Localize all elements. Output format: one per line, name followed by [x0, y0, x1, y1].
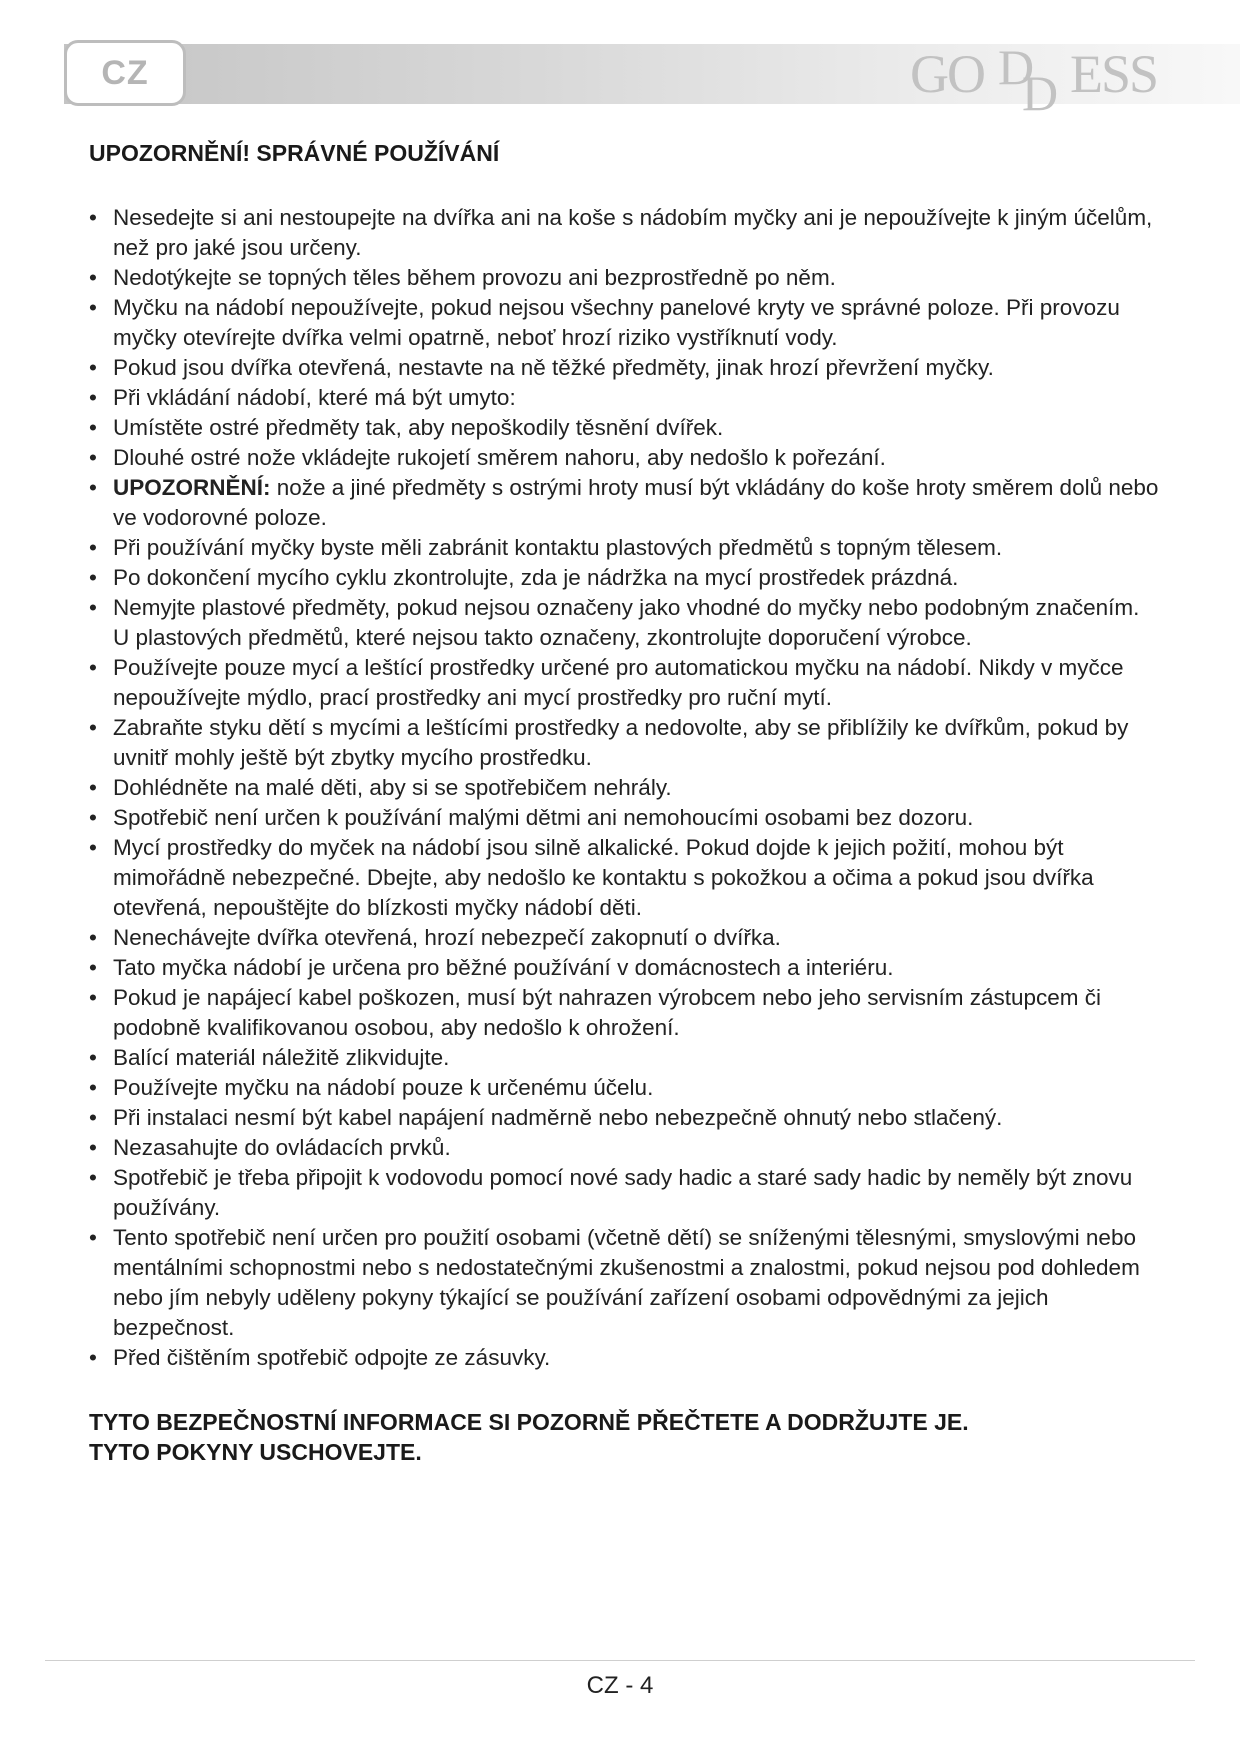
list-item-text: Myčku na nádobí nepoužívejte, pokud nejsou všechny panelové kryty ve správné poloze. Při provozu myčky otevírejte dvířka velmi opatrně, neboť hrozí riziko vystříknutí vody.: [113, 295, 1120, 350]
list-item: [89, 353, 1159, 383]
bullet-icon: •: [89, 355, 97, 380]
list-item: [89, 953, 1159, 983]
closing-line: TYTO BEZPEČNOSTNÍ INFORMACE SI POZORNĚ PŘEČTETE A DODRŽUJTE JE.: [89, 1409, 969, 1435]
list-item: [89, 263, 1159, 293]
svg-text:ESS: ESS: [1070, 44, 1158, 104]
bullet-icon: •: [89, 205, 97, 230]
list-item: [89, 473, 1159, 533]
list-item: [89, 653, 1159, 713]
warning-label: UPOZORNĚNÍ:: [113, 475, 271, 500]
bullet-icon: •: [89, 715, 97, 740]
page-number: CZ - 4: [586, 1672, 654, 1699]
bullet-icon: •: [89, 1105, 97, 1130]
list-item-text: Nenechávejte dvířka otevřená, hrozí nebezpečí zakopnutí o dvířka.: [113, 925, 781, 950]
list-item: [89, 533, 1159, 563]
bullet-icon: •: [89, 835, 97, 860]
bullet-icon: •: [89, 1045, 97, 1070]
bullet-icon: •: [89, 1135, 97, 1160]
list-item-text: Nesedejte si ani nestoupejte na dvířka ani na koše s nádobím myčky ani je nepoužívejte k jiným účelům, než pro jaké jsou určeny.: [113, 205, 1153, 260]
bullet-icon: •: [89, 1075, 97, 1100]
bullet-icon: •: [89, 1165, 97, 1190]
list-item-text: Před čištěním spotřebič odpojte ze zásuvky.: [113, 1345, 551, 1370]
bullet-icon: •: [89, 595, 97, 620]
list-item-text: Po dokončení mycího cyklu zkontrolujte, zda je nádržka na mycí prostředek prázdná.: [113, 565, 959, 590]
list-item-text: Pokud jsou dvířka otevřená, nestavte na ně těžké předměty, jinak hrozí převržení myčky.: [113, 355, 994, 380]
list-item: [89, 563, 1159, 593]
bullet-icon: •: [89, 655, 97, 680]
bullet-icon: •: [89, 445, 97, 470]
list-item: [89, 413, 1159, 443]
list-item-text: Spotřebič není určen k používání malými dětmi ani nemohoucími osobami bez dozoru.: [113, 805, 974, 830]
bullet-icon: •: [89, 475, 97, 500]
list-item: [89, 443, 1159, 473]
list-item-text: Nezasahujte do ovládacích prvků.: [113, 1135, 451, 1160]
bullet-icon: •: [89, 775, 97, 800]
page-title: UPOZORNĚNÍ! SPRÁVNÉ POUŽÍVÁNÍ: [89, 140, 500, 166]
list-item: [89, 803, 1159, 833]
bullet-icon: •: [89, 805, 97, 830]
list-item: [89, 713, 1159, 773]
list-item: [89, 1073, 1159, 1103]
list-item-text: Při používání myčky byste měli zabránit kontaktu plastových předmětů s topným tělesem.: [113, 535, 1003, 560]
list-item: [89, 1223, 1159, 1343]
bullet-icon: •: [89, 955, 97, 980]
list-item-text: Tento spotřebič není určen pro použití osobami (včetně dětí) se sníženými tělesnými, smyslovými nebo mentálními schopnostmi nebo s nedostatečnými zkušenostmi a znalostmi, pokud nejsou pod dohledem nebo jím nebyly uděleny pokyny týkající se používání zařízení osobami odpovědnými za jejich bezpečnost.: [113, 1225, 1140, 1340]
list-item-text: Nemyjte plastové předměty, pokud nejsou označeny jako vhodné do myčky nebo podobným značením. U plastových předmětů, které nejsou takto označeny, zkontrolujte doporučení výrobce.: [113, 595, 1140, 650]
list-item-text: Dohlédněte na malé děti, aby si se spotřebičem nehrály.: [113, 775, 672, 800]
list-item-text: Nedotýkejte se topných těles během provozu ani bezprostředně po něm.: [113, 265, 836, 290]
closing-notice: [89, 1407, 1159, 1467]
list-item: [89, 383, 1159, 413]
bullet-icon: •: [89, 1345, 97, 1370]
list-item-text: Používejte pouze mycí a leštící prostředky určené pro automatickou myčku na nádobí. Nikdy v myčce nepoužívejte mýdlo, prací prostředky ani mycí prostředky pro ruční mytí.: [113, 655, 1124, 710]
brand-logo: [910, 40, 1210, 112]
footer-divider: [45, 1660, 1195, 1661]
bullet-icon: •: [89, 535, 97, 560]
bullet-icon: •: [89, 985, 97, 1010]
svg-text:D: D: [1022, 65, 1059, 112]
list-item: [89, 983, 1159, 1043]
closing-line: TYTO POKYNY USCHOVEJTE.: [89, 1439, 422, 1465]
list-item: [89, 1163, 1159, 1223]
list-item-text: Zabraňte styku dětí s mycími a leštícími prostředky a nedovolte, aby se přiblížily ke dvířkům, pokud by uvnitř mohly ještě být zbytky mycího prostředku.: [113, 715, 1129, 770]
list-item: [89, 203, 1159, 263]
bullet-icon: •: [89, 295, 97, 320]
list-item-text: Spotřebič je třeba připojit k vodovodu pomocí nové sady hadic a staré sady hadic by neměly být znovu používány.: [113, 1165, 1133, 1220]
list-item: [89, 773, 1159, 803]
list-item-text: Dlouhé ostré nože vkládejte rukojetí směrem nahoru, aby nedošlo k pořezání.: [113, 445, 886, 470]
bullet-icon: •: [89, 925, 97, 950]
list-item: [89, 1103, 1159, 1133]
bullet-icon: •: [89, 1225, 97, 1250]
list-item: [89, 923, 1159, 953]
list-item-text: Mycí prostředky do myček na nádobí jsou silně alkalické. Pokud dojde k jejich požití, mohou být mimořádně nebezpečné. Dbejte, aby nedošlo ke kontaktu s pokožkou a očima a pokud jsou dvířka otevřená, nepouštějte do blízkosti myčky nádobí děti.: [113, 835, 1094, 920]
list-item: [89, 593, 1159, 653]
bullet-icon: •: [89, 385, 97, 410]
bullet-icon: •: [89, 565, 97, 590]
list-item: [89, 1343, 1159, 1373]
list-item-text: Při instalaci nesmí být kabel napájení nadměrně nebo nebezpečně ohnutý nebo stlačený.: [113, 1105, 1003, 1130]
list-item: [89, 1043, 1159, 1073]
main-content: [89, 140, 1159, 1467]
list-item-text: Používejte myčku na nádobí pouze k určenému účelu.: [113, 1075, 654, 1100]
bullet-icon: •: [89, 415, 97, 440]
list-item-text: Balící materiál náležitě zlikvidujte.: [113, 1045, 450, 1070]
list-item-text: Umístěte ostré předměty tak, aby nepoškodily těsnění dvířek.: [113, 415, 724, 440]
svg-text:D: D: [998, 40, 1035, 95]
list-item: [89, 293, 1159, 353]
svg-text:GO: GO: [910, 44, 984, 104]
safety-list: [89, 203, 1159, 1373]
list-item: [89, 1133, 1159, 1163]
language-code: CZ: [101, 53, 149, 92]
language-badge: [64, 40, 186, 106]
list-item-text: Tato myčka nádobí je určena pro běžné používání v domácnostech a interiéru.: [113, 955, 894, 980]
bullet-icon: •: [89, 265, 97, 290]
list-item-text: Pokud je napájecí kabel poškozen, musí být nahrazen výrobcem nebo jeho servisním zástupcem či podobně kvalifikovanou osobou, aby nedošlo k ohrožení.: [113, 985, 1102, 1040]
list-item: [89, 833, 1159, 923]
list-item-text: Při vkládání nádobí, které má být umyto:: [113, 385, 516, 410]
list-item-text: nože a jiné předměty s ostrými hroty musí být vkládány do koše hroty směrem dolů nebo ve vodorovné poloze.: [113, 475, 1159, 530]
